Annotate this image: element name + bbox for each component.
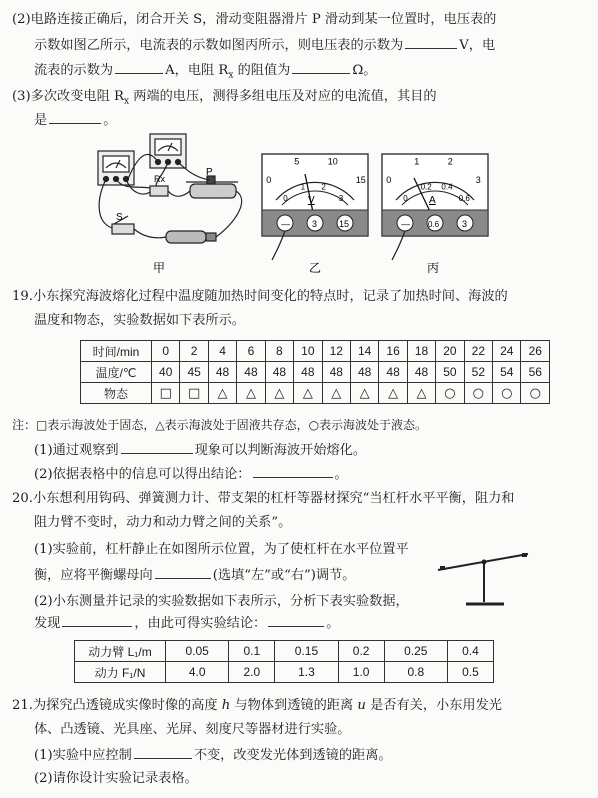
scale-label-bottom: 0	[403, 194, 408, 204]
resistor-rx	[150, 186, 168, 196]
temp-cell: 40	[152, 362, 180, 383]
amp-terminal-3: 3	[462, 219, 468, 229]
q18-part3-prefix: 是	[34, 113, 48, 128]
temp-cell: 48	[294, 362, 322, 383]
lever-bar	[438, 554, 528, 570]
scale-label-top: 2	[447, 156, 453, 167]
q21-stem-line2: 体、凸透镜、光具座、光屏、刻度尺等器材进行实验。	[34, 722, 351, 737]
scale-label-top: 3	[475, 175, 481, 186]
phenomenon-answer-blank[interactable]	[121, 441, 193, 454]
scale-label-bottom: 0	[283, 194, 288, 204]
q18-figures	[0, 0, 598, 300]
force-cell: 1.0	[338, 662, 384, 683]
table-row-state	[81, 383, 550, 404]
temp-cell: 50	[436, 362, 464, 383]
temp-cell: 48	[407, 362, 435, 383]
rheostat	[190, 184, 236, 198]
state-cell: □	[180, 383, 208, 404]
scale-label-top: 1	[414, 156, 420, 167]
state-cell: △	[350, 383, 378, 404]
conclusion-answer-blank[interactable]	[253, 465, 333, 478]
caption-bing: 丙	[427, 261, 440, 275]
ammeter-dial	[382, 154, 488, 260]
arm-cell: 0.4	[447, 641, 493, 662]
scale-label-top: 15	[355, 175, 366, 186]
voltage-unit: V，电	[459, 38, 496, 53]
q19-p2-end: 。	[334, 467, 348, 482]
direction-answer-blank[interactable]	[155, 566, 211, 579]
balance-nut-left	[440, 566, 445, 570]
var-u: u	[357, 698, 366, 713]
q21-part1	[34, 746, 392, 765]
state-cell: ○	[436, 383, 464, 404]
scale-label-bottom: 2	[321, 182, 326, 192]
time-cell: 18	[407, 341, 435, 362]
scale-label-bottom: 1	[300, 182, 306, 192]
time-cell: 20	[436, 341, 464, 362]
state-cell: ○	[493, 383, 521, 404]
volt-terminal-3: 3	[312, 219, 318, 229]
state-cell: △	[379, 383, 407, 404]
temp-cell: 45	[180, 362, 208, 383]
table-row-time	[81, 341, 550, 362]
scale-label-bottom: 0.6	[458, 194, 470, 204]
q19-p2-text: (2)依据表格中的信息可以得出结论：	[34, 467, 251, 482]
time-cell: 12	[322, 341, 350, 362]
q20-p2-text: 发现	[34, 616, 61, 631]
temp-cell: 48	[379, 362, 407, 383]
q19-stem-line1: 19.小东探究海波熔化过程中温度随加热时间变化的特点时，记录了加热时间、海波的	[12, 289, 508, 304]
q21-p1-text-2: 不变，改变发光体到透镜的距离。	[193, 748, 392, 763]
time-cell: 10	[294, 341, 322, 362]
scale-label-top: 0	[266, 175, 272, 186]
temp-cell: 48	[350, 362, 378, 383]
q18-part3-text-2: 两端的电压，测得多组电压及对应的电流值，其目的	[129, 89, 437, 104]
q21-part2: (2)请你设计实验记录表格。	[34, 771, 198, 786]
caption-yi: 乙	[309, 261, 322, 275]
circuit-diagram	[98, 134, 242, 243]
q21-stem-text-2: 与物体到透镜的距离	[230, 698, 358, 713]
row-label-time: 时间/min	[81, 341, 152, 362]
time-cell: 24	[493, 341, 521, 362]
q18-part2-line1: (2)电路连接正确后，闭合开关 S，滑动变阻器滑片 P 滑动到某一位置时，电压表的	[12, 12, 497, 27]
force-cell: 1.3	[275, 662, 338, 683]
force-cell: 2.0	[229, 662, 275, 683]
q20-stem-line1: 20.小东想利用钩码、弹簧测力计、带支架的杠杆等器材探究“当杠杆水平平衡，阻力和	[12, 491, 515, 506]
lever-conclusion-blank[interactable]	[268, 614, 324, 627]
state-cell: △	[407, 383, 435, 404]
state-cell: □	[152, 383, 180, 404]
q20-p1-text: 衡，应将平衡螺母向	[34, 568, 153, 583]
q19-part2	[34, 465, 348, 484]
state-cell: △	[237, 383, 265, 404]
switch-s-label: S	[116, 212, 123, 223]
q18-voltage-prompt: 示数如图乙所示，电流表的示数如图丙所示，则电压表的示数为	[34, 38, 404, 53]
q20-part2-line1: (2)小东测量并记录的实验数据如下表所示，分析下表实验数据，	[34, 594, 409, 609]
table-row-arm	[75, 641, 494, 662]
var-h: h	[221, 698, 231, 713]
time-cell: 16	[379, 341, 407, 362]
ammeter-symbol: A	[429, 195, 436, 206]
table-row-temperature	[81, 362, 550, 383]
arm-cell: 0.05	[166, 641, 229, 662]
temp-cell: 56	[521, 362, 550, 383]
row-label-temperature: 温度/℃	[81, 362, 152, 383]
voltmeter-symbol: V	[308, 195, 315, 206]
temp-cell: 48	[265, 362, 293, 383]
lever-pivot	[482, 560, 487, 565]
scale-label-top: 10	[327, 156, 338, 167]
scale-label-top: 5	[294, 156, 300, 167]
rx-subscript: x	[228, 70, 234, 81]
q18-part3-text: (3)多次改变电阻 R	[12, 89, 124, 104]
temp-cell: 48	[237, 362, 265, 383]
lever-data-table	[74, 640, 494, 683]
force-cell: 0.5	[447, 662, 493, 683]
state-cell: △	[265, 383, 293, 404]
time-cell: 0	[152, 341, 180, 362]
arm-cell: 0.25	[384, 641, 447, 662]
row-label-force: 动力 F₁/N	[75, 662, 166, 683]
q19-table-note: 注：□表示海波处于固态，△表示海波处于固液共存态，○表示海波处于液态。	[12, 418, 428, 432]
row-label-state: 物态	[81, 383, 152, 404]
q19-part1	[34, 441, 366, 460]
scale-label-top: 0	[386, 175, 392, 186]
temp-cell: 48	[208, 362, 236, 383]
volt-terminal-15: 15	[339, 219, 350, 229]
scale-label-bottom: 0.4	[441, 182, 453, 192]
caption-jia: 甲	[153, 261, 166, 275]
q21-stem-text: 21.为探究凸透镜成实像时像的高度	[12, 698, 222, 713]
arm-cell: 0.2	[338, 641, 384, 662]
q19-p1-text: (1)通过观察到	[34, 443, 119, 458]
q20-stem-line2: 阻力臂不变时，动力和动力臂之间的关系”。	[34, 515, 292, 530]
amp-terminal-0.6: 0.6	[428, 220, 440, 229]
q21-stem-line1	[12, 697, 502, 715]
q20-p2-text-2: ，由此可得实验结论：	[134, 616, 267, 631]
switch	[112, 224, 134, 234]
battery	[166, 231, 206, 243]
time-cell: 6	[237, 341, 265, 362]
q19-stem-line2: 温度和物态，实验数据如下表所示。	[34, 313, 245, 328]
time-cell: 8	[265, 341, 293, 362]
rx-label: Rx	[154, 174, 165, 184]
table-row-force	[75, 662, 494, 683]
temp-cell: 52	[464, 362, 492, 383]
time-cell: 26	[521, 341, 550, 362]
row-label-arm: 动力臂 L₁/m	[75, 641, 166, 662]
state-cell: ○	[464, 383, 492, 404]
melting-data-table	[80, 340, 550, 404]
current-prompt: 流表的示数为	[34, 63, 114, 78]
q20-part1-line2	[34, 566, 355, 585]
q21-stem-text-3: 是否有关，小东用发光	[365, 698, 502, 713]
q20-p1-text-2: (选填“左”或“右”)调节。	[212, 568, 356, 583]
scale-label-bottom: 3	[338, 194, 344, 204]
arm-cell: 0.1	[229, 641, 275, 662]
force-cell: 0.8	[384, 662, 447, 683]
q19-p1-text-2: 现象可以判断海波开始熔化。	[194, 443, 367, 458]
resistance-prompt: A，电阻 R	[165, 63, 229, 78]
temp-cell: 54	[493, 362, 521, 383]
finding-answer-blank[interactable]	[62, 614, 132, 627]
force-cell: 4.0	[166, 662, 229, 683]
state-cell: △	[322, 383, 350, 404]
time-cell: 4	[208, 341, 236, 362]
q20-part1-line1: (1)实验前，杠杆静止在如图所示位置，为了使杠杆在水平位置平	[34, 542, 409, 557]
ohm-unit: Ω。	[352, 63, 377, 78]
scale-label-bottom: 0.2	[420, 182, 432, 192]
slider-p-label: P	[206, 167, 213, 178]
q20-part2-line2	[34, 614, 339, 633]
state-cell: △	[294, 383, 322, 404]
controlled-variable-blank[interactable]	[134, 746, 192, 759]
balance-nut-right	[522, 553, 527, 557]
q18-part3-end: 。	[103, 113, 117, 128]
arm-cell: 0.15	[275, 641, 338, 662]
voltmeter-dial	[262, 154, 368, 260]
rx-subscript-2: x	[123, 96, 130, 107]
time-cell: 22	[464, 341, 492, 362]
amp-terminal-neg: —	[401, 219, 410, 229]
resistance-prompt-2: 的阻值为	[233, 63, 291, 78]
temp-cell: 48	[322, 362, 350, 383]
q20-p2-end: 。	[326, 616, 340, 631]
time-cell: 14	[350, 341, 378, 362]
volt-terminal-neg: —	[281, 219, 290, 229]
time-cell: 2	[180, 341, 208, 362]
state-cell: ○	[521, 383, 550, 404]
q21-p1-text: (1)实验中应控制	[34, 748, 132, 763]
state-cell: △	[208, 383, 236, 404]
